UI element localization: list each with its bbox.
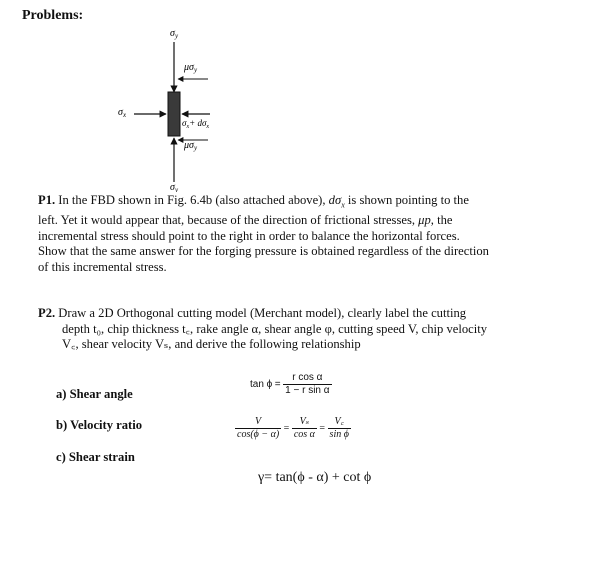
equation-shear-strain: γ= tan(ϕ - α) + cot ϕ — [258, 470, 372, 485]
equation-shear-angle: tan ϕ = $\frac{\text{r cos α}}{\text{1 − r sin α}}$ — [250, 372, 330, 396]
p1-line-4: Show that the same answer for the forging pressure is obtained regardless of the direction — [38, 244, 489, 259]
item-velocity-ratio: b) Velocity ratio — [56, 418, 143, 432]
equation-velocity-ratio: $\frac{V}{\cos(\phi - \alpha)}$ = $\frac{\text{Vₛ}}{\text{cos α}}$ = $\frac{V꜀}{\text{sin ϕ}}$ — [237, 416, 349, 440]
sigma-x-label: $\sigma_x$ — [118, 107, 127, 119]
item-shear-strain: c) Shear strain — [56, 450, 135, 464]
p2-line-2: depth t₀, chip thickness t꜀, rake angle α, shear angle φ, cutting speed V, chip velocity — [62, 321, 488, 336]
mu-sigma-top-label: $\mu\sigma_y$ — [184, 62, 198, 74]
free-body-diagram — [110, 22, 280, 192]
p1-line-2: left. Yet it would appear that, because of the direction of frictional stresses, μp, the — [38, 213, 453, 228]
p2-line-3: V꜀, shear velocity Vₛ, and derive the following relationship — [62, 337, 361, 352]
sigma-x-plus-d-label: $\sigma_x+ d\sigma_x$ — [182, 118, 210, 130]
problem-1 — [38, 193, 598, 275]
mu-sigma-bottom-label: $\mu\sigma_y$ — [184, 140, 198, 152]
p1-line-1: P1. In the FBD shown in Fig. 6.4b (also attached above), $d\sigma_x$ is shown pointing to the — [38, 193, 469, 210]
element-rectangle — [168, 92, 180, 136]
p1-line-5: of this incremental stress. — [38, 259, 167, 274]
page-heading: Problems: — [22, 8, 84, 23]
sigma-y-bottom-label: $\sigma_y$ — [170, 182, 179, 192]
problem-2 — [38, 306, 598, 353]
p1-line-3: incremental stress should point to the right in order to balance the horizontal forces. — [38, 228, 460, 243]
p2-line-1: P2. Draw a 2D Orthogonal cutting model (Merchant model), clearly label the cutting — [38, 306, 467, 320]
item-shear-angle: a) Shear angle — [56, 387, 133, 401]
sigma-y-top-label: $\sigma_y$ — [170, 28, 179, 40]
